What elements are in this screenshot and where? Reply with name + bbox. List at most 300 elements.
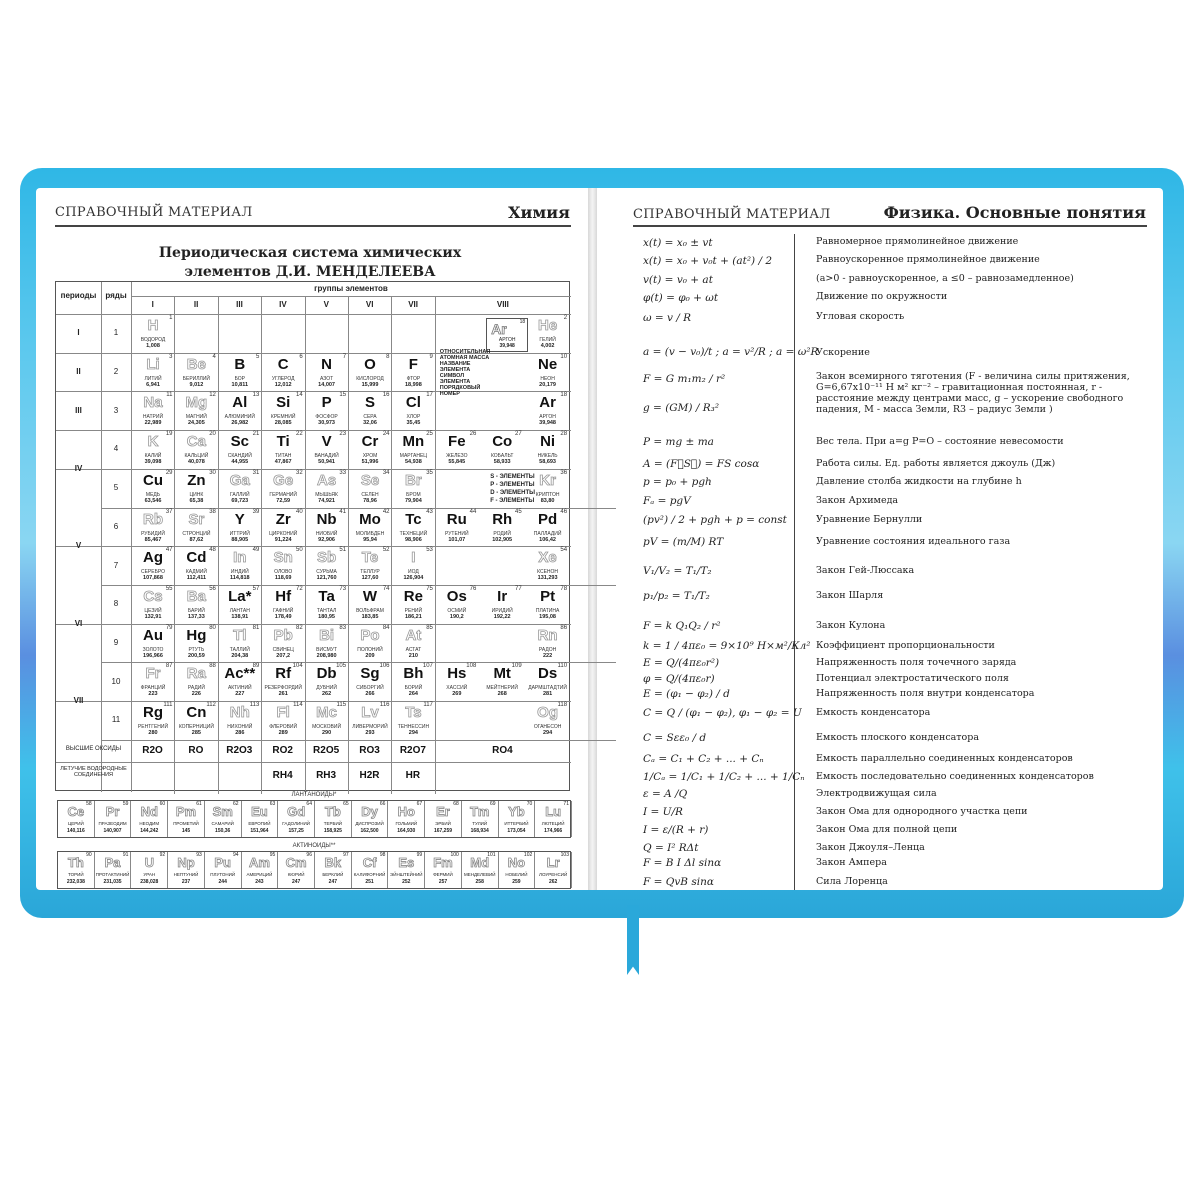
element-name: КАЛИЙ: [144, 453, 162, 460]
element-mass: 50,941: [318, 459, 335, 466]
element-pa[interactable]: [95, 852, 132, 888]
element-name: ФЛЕРОВИЙ: [269, 724, 298, 730]
element-name: ГЕРМАНИЙ: [269, 491, 297, 498]
element-name: БОРИЙ: [404, 685, 423, 692]
element-number: 93: [196, 852, 202, 858]
periodic-table: [55, 281, 570, 791]
element-name: ЕВРОПИЙ: [248, 821, 271, 826]
element-number: 62: [232, 801, 239, 807]
physics-description: Коэффициент пропорциональности: [816, 640, 995, 651]
legend-mass: 39,948: [499, 343, 515, 349]
element-symbol: Ag: [143, 549, 163, 567]
element-number: 116: [379, 702, 390, 708]
element-symbol: Ru: [446, 510, 467, 528]
element-symbol: Db: [316, 665, 337, 683]
element-mc[interactable]: [305, 701, 348, 739]
element-name: ВОДОРОД: [140, 337, 166, 343]
element-ti[interactable]: [262, 430, 305, 468]
element-mo[interactable]: [349, 508, 392, 546]
bookmark-ribbon[interactable]: [627, 905, 639, 975]
element-ru[interactable]: [435, 508, 478, 546]
element-pr[interactable]: [95, 801, 132, 837]
element-at[interactable]: [392, 624, 435, 662]
element-number: 22: [296, 431, 303, 438]
physics-formula: P = mg ± ma: [643, 436, 714, 448]
element-ac[interactable]: [218, 662, 261, 700]
element-number: 13: [252, 392, 260, 399]
element-mass: 157,25: [288, 828, 304, 834]
element-number: 48: [209, 547, 216, 554]
element-number: 15: [339, 392, 347, 399]
element-number: 26: [469, 431, 477, 438]
element-name: НЕОДИМ: [139, 821, 160, 826]
element-number: 109: [511, 663, 522, 670]
element-symbol: In: [233, 549, 247, 567]
element-rg[interactable]: [132, 701, 175, 739]
element-symbol: Pm: [175, 804, 197, 819]
element-name: БЕРИЛЛИЙ: [182, 375, 211, 382]
element-number: 110: [557, 663, 568, 670]
element-number: 24: [382, 431, 390, 438]
period-label-VII: VII: [73, 696, 84, 705]
element-pb[interactable]: [262, 624, 305, 662]
element-np[interactable]: [168, 852, 205, 888]
element-number: 104: [292, 663, 303, 670]
element-pm[interactable]: [168, 801, 205, 837]
element-symbol: Na: [143, 394, 163, 412]
element-mass: 164,930: [397, 828, 416, 834]
element-yb[interactable]: [499, 801, 536, 837]
left-header-rule: [55, 225, 571, 227]
element-name: ГАДОЛИНИЙ: [282, 821, 310, 826]
period-label-IV: IV: [74, 463, 83, 473]
element-ne[interactable]: [526, 353, 569, 391]
element-name: ДУБНИЙ: [316, 685, 337, 692]
element-name: НОБЕЛИЙ: [505, 872, 528, 877]
element-mass: 9,012: [189, 381, 204, 388]
element-mass: 18,998: [404, 381, 422, 388]
element-number: 56: [209, 585, 216, 592]
element-name: ПЛАТИНА: [535, 607, 560, 614]
element-mass: 232,038: [66, 879, 85, 885]
element-c[interactable]: [262, 353, 305, 391]
physics-description: Емкость конденсатора: [816, 707, 931, 718]
element-name: ТАЛЛИЙ: [229, 646, 250, 653]
element-number: 59: [122, 801, 129, 807]
element-sb[interactable]: [305, 546, 348, 584]
element-number: 4: [212, 353, 216, 360]
element-se[interactable]: [349, 469, 392, 507]
element-number: 45: [515, 508, 522, 515]
element-mg[interactable]: [175, 391, 218, 429]
element-ra[interactable]: [175, 662, 218, 700]
element-hf[interactable]: [262, 585, 305, 623]
element-pt[interactable]: [526, 585, 569, 623]
element-name: МАГНИЙ: [185, 414, 207, 421]
oxide-1: RO: [188, 744, 204, 756]
element-cf[interactable]: [352, 852, 389, 888]
element-mass: 262: [322, 691, 332, 698]
element-symbol: As: [317, 471, 337, 489]
element-v[interactable]: [305, 430, 348, 468]
element-cd[interactable]: [175, 546, 218, 584]
element-name: КАЛЬЦИЙ: [184, 453, 209, 460]
element-ce[interactable]: [58, 801, 95, 837]
element-number: 27: [515, 431, 522, 438]
physics-description: Равноускоренное прямолинейное движение: [816, 254, 1040, 265]
element-mass: 83,80: [540, 497, 555, 504]
element-name: НЕПТУНИЙ: [173, 872, 199, 877]
physics-description: Вес тела. При a=g P=O – состояние невесомости: [816, 436, 1064, 447]
block-legend-1: P - ЭЛЕМЕНТЫ: [490, 481, 535, 488]
element-mass: 208,980: [316, 652, 337, 659]
element-number: 31: [252, 469, 260, 476]
element-mass: 262: [548, 879, 558, 885]
element-name: КАДМИЙ: [185, 569, 207, 576]
element-te[interactable]: [349, 546, 392, 584]
element-cl[interactable]: [392, 391, 435, 429]
element-mass: 210: [408, 652, 418, 659]
element-ho[interactable]: [388, 801, 425, 837]
element-name: МЕДЬ: [145, 491, 161, 498]
element-sc[interactable]: [218, 430, 261, 468]
element-pu[interactable]: [205, 852, 242, 888]
hydrides-label: ЛЕТУЧИЕ ВОДОРОДНЫЕ СОЕДИНЕНИЯ: [60, 765, 127, 778]
element-b[interactable]: [218, 353, 261, 391]
element-name: КОПЕРНИЦИЙ: [178, 724, 214, 730]
element-md[interactable]: [462, 852, 499, 888]
element-mass: 192,22: [493, 613, 511, 620]
element-nd[interactable]: [131, 801, 168, 837]
group-header-III: III: [236, 300, 243, 309]
element-symbol: Ne: [538, 355, 558, 373]
rows-header: ряды: [105, 291, 127, 300]
element-ni[interactable]: [526, 430, 569, 468]
element-tc[interactable]: [392, 508, 435, 546]
element-ge[interactable]: [262, 469, 305, 507]
element-symbol: Cl: [405, 394, 421, 412]
element-symbol: Zn: [187, 471, 206, 489]
element-symbol: Ga: [229, 471, 250, 489]
lanthanides-row: [57, 800, 571, 838]
element-dy[interactable]: [352, 801, 389, 837]
element-symbol: Er: [436, 804, 450, 819]
element-ds[interactable]: [526, 662, 569, 700]
element-ts[interactable]: [392, 701, 435, 739]
element-name: ВАНАДИЙ: [314, 453, 339, 460]
element-mass: 190,2: [449, 613, 464, 620]
physics-formula: C = Sεε₀ / d: [643, 732, 707, 744]
element-au[interactable]: [132, 624, 175, 662]
element-number: 12: [209, 392, 216, 399]
element-symbol: B: [234, 355, 246, 373]
element-in[interactable]: [218, 546, 261, 584]
element-tm[interactable]: [462, 801, 499, 837]
element-ba[interactable]: [175, 585, 218, 623]
element-symbol: Co: [492, 433, 513, 451]
element-be[interactable]: [175, 353, 218, 391]
element-mass: 209: [365, 652, 375, 659]
element-name: ЗОЛОТО: [142, 646, 164, 653]
element-mass: 150,36: [215, 828, 231, 834]
element-symbol: Pu: [214, 855, 231, 870]
element-name: КИСЛОРОД: [356, 375, 384, 382]
group-header-II: II: [193, 300, 199, 309]
element-as[interactable]: [305, 469, 348, 507]
oxide-2: R2O3: [226, 744, 253, 756]
element-zr[interactable]: [262, 508, 305, 546]
element-number: 108: [466, 663, 477, 670]
element-zn[interactable]: [175, 469, 218, 507]
element-number: 54: [560, 547, 568, 554]
element-symbol: Lv: [361, 704, 379, 721]
period-label-VI: VI: [74, 618, 83, 628]
element-ir[interactable]: [481, 585, 524, 623]
element-sg[interactable]: [349, 662, 392, 700]
element-tl[interactable]: [218, 624, 261, 662]
element-name: ИОД: [408, 569, 419, 576]
element-si[interactable]: [262, 391, 305, 429]
element-symbol: Hg: [186, 626, 207, 644]
element-mass: 174,966: [544, 828, 563, 834]
element-symbol: Fr: [145, 665, 161, 683]
element-er[interactable]: [425, 801, 462, 837]
element-es[interactable]: [388, 852, 425, 888]
element-fl[interactable]: [262, 701, 305, 739]
element-ag[interactable]: [132, 546, 175, 584]
element-i[interactable]: [392, 546, 435, 584]
physics-description: Напряженность поля внутри конденсатора: [816, 688, 1035, 699]
element-sr[interactable]: [175, 508, 218, 546]
element-symbol: Kr: [539, 471, 556, 489]
element-ga[interactable]: [218, 469, 261, 507]
element-k[interactable]: [132, 430, 175, 468]
left-header-subject: Химия: [508, 203, 570, 222]
element-sn[interactable]: [262, 546, 305, 584]
element-number: 111: [163, 702, 173, 708]
element-name: ТИТАН: [274, 453, 292, 460]
element-number: 37: [165, 508, 173, 515]
element-symbol: Ce: [67, 804, 85, 819]
element-symbol: Xe: [538, 549, 557, 567]
grid-line: [101, 740, 616, 741]
element-symbol: Sm: [212, 804, 233, 819]
physics-formula: F = k Q₁Q₂ / r²: [643, 620, 721, 632]
element-mn[interactable]: [392, 430, 435, 468]
element-cu[interactable]: [132, 469, 175, 507]
element-name: МАРГАНЕЦ: [399, 453, 427, 460]
element-name: ПРАЗЕОДИМ: [98, 821, 127, 826]
element-f[interactable]: [392, 353, 435, 391]
element-cs[interactable]: [132, 585, 175, 623]
element-number: 11: [166, 392, 173, 399]
element-name: РУТЕНИЙ: [445, 530, 469, 537]
element-xe[interactable]: [526, 546, 569, 584]
element-mass: 200,59: [187, 652, 205, 659]
element-mass: 14,007: [318, 381, 335, 388]
element-mt[interactable]: [481, 662, 524, 700]
element-mass: 167,259: [433, 828, 453, 834]
element-name: РАДИЙ: [187, 685, 205, 692]
element-number: 47: [165, 547, 173, 554]
element-symbol: Cs: [143, 587, 163, 605]
element-n[interactable]: [305, 353, 348, 391]
element-tb[interactable]: [315, 801, 352, 837]
physics-formula: C = Q / (φ₁ − φ₂), φ₁ − φ₂ = U: [643, 707, 802, 719]
element-al[interactable]: [218, 391, 261, 429]
element-symbol: Cd: [186, 549, 207, 567]
element-br[interactable]: [392, 469, 435, 507]
element-lr[interactable]: [535, 852, 572, 888]
element-mass: 22,989: [144, 420, 162, 427]
element-number: 97: [343, 852, 349, 858]
element-symbol: Np: [177, 855, 195, 870]
element-o[interactable]: [349, 353, 392, 391]
element-number: 77: [515, 585, 522, 592]
element-gd[interactable]: [278, 801, 315, 837]
element-symbol: Fe: [448, 433, 466, 451]
element-bi[interactable]: [305, 624, 348, 662]
element-ca[interactable]: [175, 430, 218, 468]
element-na[interactable]: [132, 391, 175, 429]
element-number: 103: [560, 852, 569, 858]
element-mass: 259: [512, 879, 521, 885]
element-re[interactable]: [392, 585, 435, 623]
physics-description: Движение по окружности: [816, 291, 948, 302]
element-name: СИБОРГИЙ: [356, 685, 384, 692]
element-name: ИРИДИЙ: [491, 607, 513, 614]
element-h[interactable]: [132, 314, 175, 352]
element-lv[interactable]: [349, 701, 392, 739]
element-name: КЮРИЙ: [287, 872, 305, 877]
element-symbol: F: [408, 355, 418, 373]
element-name: ИНДИЙ: [230, 569, 249, 576]
element-mass: 106,42: [539, 536, 556, 543]
element-rh[interactable]: [481, 508, 524, 546]
legend-label: СИМВОЛ ЭЛЕМЕНТА: [439, 373, 471, 386]
element-fr[interactable]: [132, 662, 175, 700]
element-mass: 285: [191, 730, 201, 736]
element-fm[interactable]: [425, 852, 462, 888]
element-li[interactable]: [132, 353, 175, 391]
element-mass: 30,973: [318, 420, 335, 427]
element-hg[interactable]: [175, 624, 218, 662]
element-name: СТРОНЦИЙ: [182, 530, 211, 537]
element-fe[interactable]: [435, 430, 478, 468]
physics-formula: p₁/p₂ = T₁/T₂: [643, 590, 710, 602]
element-number: 10: [560, 353, 568, 360]
element-w[interactable]: [349, 585, 392, 623]
hydride-2: H2R: [359, 769, 380, 781]
element-mass: 65,38: [189, 497, 204, 504]
element-ar[interactable]: [526, 391, 569, 429]
element-mass: 44,955: [231, 459, 249, 466]
element-mass: 85,467: [144, 536, 162, 543]
row-label-5: 5: [113, 483, 119, 493]
element-cm[interactable]: [278, 852, 315, 888]
element-rf[interactable]: [262, 662, 305, 700]
element-name: СУРЬМА: [316, 569, 337, 576]
element-name: ТЕРБИЙ: [323, 821, 342, 826]
element-am[interactable]: [242, 852, 279, 888]
element-name: ЭЙНШТЕЙНИЙ: [390, 872, 423, 877]
element-symbol: Po: [360, 626, 380, 644]
element-number: 60: [159, 801, 166, 807]
element-symbol: U: [144, 855, 154, 870]
element-symbol: Si: [276, 394, 291, 412]
element-mass: 264: [408, 691, 418, 698]
element-he[interactable]: [526, 314, 569, 352]
element-y[interactable]: [218, 508, 261, 546]
element-bk[interactable]: [315, 852, 352, 888]
actinides-caption: АКТИНОИДЫ**: [292, 843, 336, 849]
element-mass: 74,921: [318, 497, 335, 504]
element-pd[interactable]: [526, 508, 569, 546]
element-eu[interactable]: [242, 801, 279, 837]
element-number: 95: [269, 852, 276, 858]
period-label-V: V: [75, 541, 82, 551]
element-mass: 55,845: [448, 459, 466, 466]
element-symbol: Pb: [273, 626, 293, 644]
book-gutter: [588, 188, 597, 890]
actinides-row: [57, 851, 571, 889]
element-db[interactable]: [305, 662, 348, 700]
element-number: 6: [299, 353, 303, 360]
element-co[interactable]: [481, 430, 524, 468]
element-ta[interactable]: [305, 585, 348, 623]
element-s[interactable]: [349, 391, 392, 429]
element-sm[interactable]: [205, 801, 242, 837]
element-nb[interactable]: [305, 508, 348, 546]
physics-description: Давление столба жидкости на глубине h: [816, 476, 1022, 487]
element-mass: 247: [328, 879, 338, 885]
element-symbol: Y: [234, 510, 245, 528]
element-mass: 180,95: [318, 613, 335, 620]
element-og[interactable]: [526, 701, 569, 739]
element-number: 46: [560, 508, 568, 515]
physics-formula: pV = (m/M) RT: [643, 536, 724, 548]
element-th[interactable]: [58, 852, 95, 888]
element-rn[interactable]: [526, 624, 569, 662]
element-symbol: Ar: [539, 394, 556, 412]
element-p[interactable]: [305, 391, 348, 429]
physics-description: Напряженность поля точечного заряда: [816, 657, 1017, 668]
physics-description: Ускорение: [816, 347, 870, 358]
element-symbol: Cu: [143, 471, 163, 489]
element-po[interactable]: [349, 624, 392, 662]
element-number: 89: [252, 663, 260, 670]
element-number: 1: [169, 315, 173, 321]
physics-formula: 1/Cₐ = 1/C₁ + 1/C₂ + ... + 1/Cₙ: [643, 771, 805, 783]
element-symbol: Fl: [276, 704, 290, 721]
element-number: 34: [382, 469, 390, 476]
periods-header: периоды: [60, 291, 97, 300]
element-bh[interactable]: [392, 662, 435, 700]
element-la[interactable]: [218, 585, 261, 623]
element-symbol: P: [321, 394, 332, 412]
element-hs[interactable]: [435, 662, 478, 700]
element-no[interactable]: [499, 852, 536, 888]
element-cr[interactable]: [349, 430, 392, 468]
element-symbol: La*: [228, 587, 252, 605]
element-number: 91: [122, 852, 129, 858]
element-cn[interactable]: [175, 701, 218, 739]
element-nh[interactable]: [218, 701, 261, 739]
element-lu[interactable]: [535, 801, 572, 837]
element-u[interactable]: [131, 852, 168, 888]
element-rb[interactable]: [132, 508, 175, 546]
element-os[interactable]: [435, 585, 478, 623]
